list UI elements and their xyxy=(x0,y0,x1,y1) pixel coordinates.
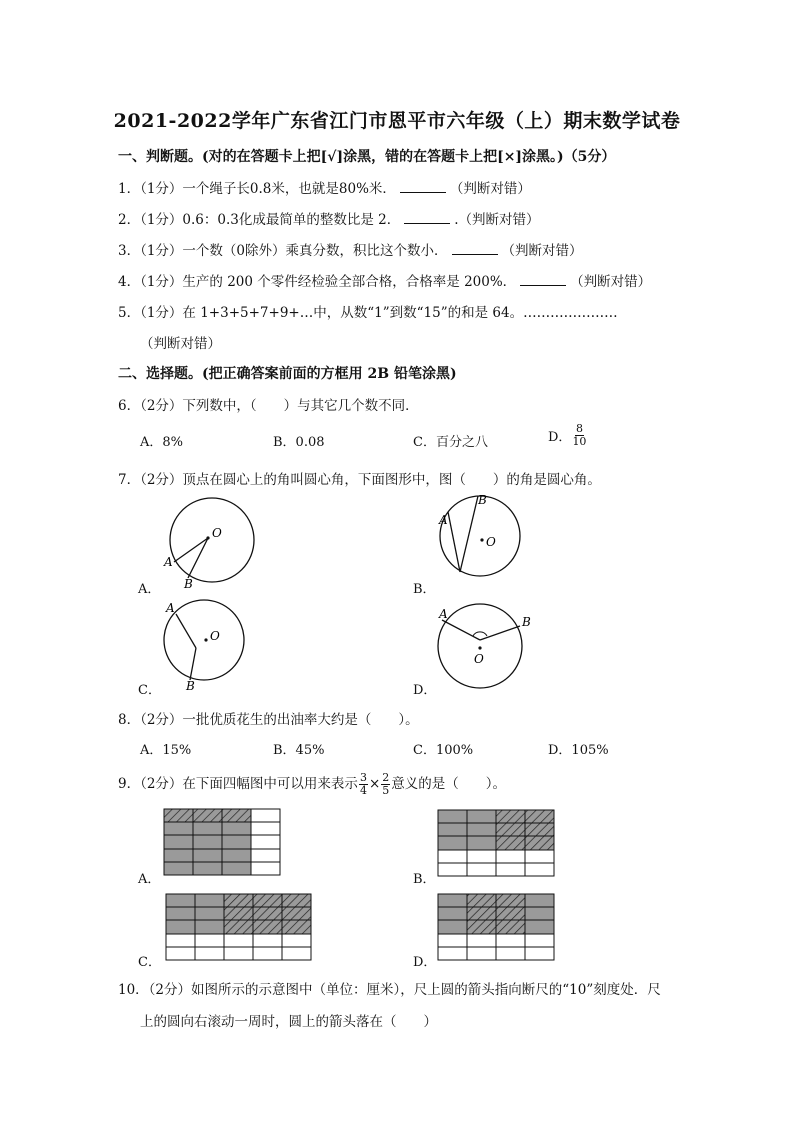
answer-blank xyxy=(404,211,450,224)
denominator: 10 xyxy=(572,435,587,448)
question-5-line-2: （判断对错） xyxy=(140,336,221,352)
section-1-heading: 一、判断题。(对的在答题卡上把[√]涂黑，错的在答题卡上把[×]涂黑。)（5分） xyxy=(118,149,616,165)
question-4 xyxy=(118,270,651,290)
point-b-label: B xyxy=(184,577,193,591)
question-1 xyxy=(118,177,531,197)
option-d-label: D． xyxy=(548,430,572,445)
question-2-suffix: .（判断对错） xyxy=(454,212,540,228)
page-title: 2021-2022学年广东省江门市恩平市六年级（上）期末数学试卷 xyxy=(113,110,681,132)
question-6-stem: 6．（2分）下列数中，（ ）与其它几个数不同． xyxy=(118,398,419,414)
question-1-text: 1．（1分）一个绳子长0.8米，也就是80%米． xyxy=(118,181,396,197)
question-7-figures xyxy=(130,490,630,700)
times-sign: × xyxy=(368,776,381,792)
point-o-label: O xyxy=(474,652,484,666)
denominator: 5 xyxy=(382,784,390,797)
numerator: 8 xyxy=(575,422,583,435)
grid-9b xyxy=(438,810,554,876)
point-a-label: A xyxy=(439,607,448,621)
question-3-text: 3．（1分）一个数（0除外）乘真分数，积比这个数小． xyxy=(118,243,448,259)
figure-7d xyxy=(438,604,531,688)
figure-7d-label: D． xyxy=(413,683,437,698)
question-8-option-b: B．45% xyxy=(273,743,325,758)
grid-9b-label: B． xyxy=(413,872,436,887)
section-2-heading: 二、选择题。(把正确答案前面的方框用 2B 铅笔涂黑) xyxy=(118,366,457,382)
grid-9a xyxy=(164,809,280,875)
question-6-option-a: A．8% xyxy=(140,435,184,450)
grid-9d xyxy=(438,894,554,960)
point-a-label: A xyxy=(164,555,173,569)
point-b-label: B xyxy=(186,679,195,693)
question-9-suffix: 意义的是（ ）。 xyxy=(391,776,506,792)
grid-9c xyxy=(166,894,311,960)
question-10-line-2: 上的圆向右滚动一周时，圆上的箭头落在（ ） xyxy=(140,1014,437,1030)
question-4-suffix: （判断对错） xyxy=(570,274,652,290)
question-6-option-b: B．0.08 xyxy=(273,435,325,450)
fraction-2-5 xyxy=(381,772,390,797)
point-a-label: A xyxy=(439,513,448,527)
fraction-8-10 xyxy=(572,423,586,448)
question-9-stem xyxy=(118,767,506,801)
question-3-suffix: （判断对错） xyxy=(501,243,583,259)
figure-7b-label: B． xyxy=(413,582,436,597)
question-7-stem: 7．（2分）顶点在圆心上的角叫圆心角，下面图形中，图（ ）的角是圆心角。 xyxy=(118,472,601,488)
point-o-label: O xyxy=(212,526,222,540)
question-3 xyxy=(118,239,583,259)
question-10-line-1: 10．（2分）如图所示的示意图中（单位：厘米），尺上圆的箭头指向断尺的“10”刻度处．尺 xyxy=(118,982,661,998)
point-o-label: O xyxy=(210,629,220,643)
figure-7a-label: A． xyxy=(138,582,161,597)
grid-9a-label: A． xyxy=(138,872,161,887)
point-b-label: B xyxy=(522,615,531,629)
question-2 xyxy=(118,208,540,228)
question-8-option-a: A．15% xyxy=(140,743,192,758)
answer-blank xyxy=(400,180,446,193)
point-b-label: B xyxy=(478,493,487,507)
answer-blank xyxy=(520,273,566,286)
numerator: 2 xyxy=(382,771,390,784)
figure-7b xyxy=(438,493,520,576)
question-6-option-c: C．百分之八 xyxy=(413,435,488,450)
question-2-text: 2．（1分）0.6：0.3化成最简单的整数比是 2． xyxy=(118,212,401,228)
answer-blank xyxy=(452,242,498,255)
question-6-option-d xyxy=(548,423,587,448)
numerator: 3 xyxy=(359,771,367,784)
question-8-option-c: C．100% xyxy=(413,743,474,758)
point-o-label: O xyxy=(486,535,496,549)
question-8-stem: 8．（2分）一批优质花生的出油率大约是（ ）。 xyxy=(118,712,419,728)
question-1-suffix: （判断对错） xyxy=(449,181,531,197)
question-5-line-1: 5．（1分）在 1+3+5+7+9+…中，从数“1”到数“15”的和是 64。………………… xyxy=(118,305,618,321)
grid-9d-label: D． xyxy=(413,955,437,970)
question-9-text: 9．（2分）在下面四幅图中可以用来表示 xyxy=(118,776,358,792)
figure-7c xyxy=(164,600,244,693)
figure-7a xyxy=(163,498,254,591)
fraction-3-4 xyxy=(359,772,368,797)
grid-9c-label: C． xyxy=(138,955,161,970)
question-9-figures xyxy=(130,800,590,970)
point-a-label: A xyxy=(166,601,175,615)
denominator: 4 xyxy=(359,784,367,797)
question-4-text: 4．（1分）生产的 200 个零件经检验全部合格，合格率是 200%． xyxy=(118,274,517,290)
figure-7c-label: C． xyxy=(138,683,161,698)
question-8-option-d: D．105% xyxy=(548,743,609,758)
